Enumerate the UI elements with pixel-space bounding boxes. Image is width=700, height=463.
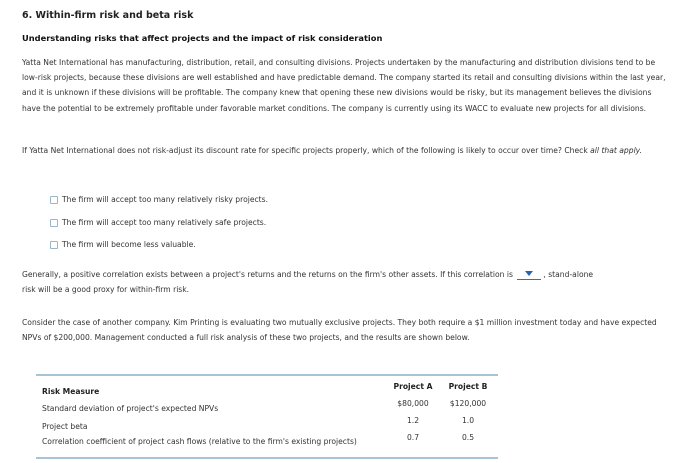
- kim-printing-paragraph: Consider the case of another company. Kim Printing is evaluating two mutually exclusive projects. They both require a $1 million investment today and have expected NPVs of $200,000. Management conducted a full risk analysis of these two projects, and the results are shown below.: [22, 318, 657, 343]
- checkbox[interactable]: [50, 219, 58, 227]
- table-cell-project-b: $120,000: [449, 399, 487, 408]
- page-title: 6. Within-firm risk and beta risk: [22, 10, 194, 21]
- checkbox[interactable]: [50, 196, 58, 204]
- table-cell-project-a: 1.2: [406, 416, 420, 425]
- chevron-down-icon: [525, 271, 533, 276]
- option-label: The firm will become less valuable.: [62, 240, 196, 249]
- option-label: The firm will accept too many relatively risky projects.: [62, 195, 269, 204]
- correlation-statement: [22, 267, 672, 297]
- option-safe-projects[interactable]: [50, 218, 266, 227]
- question-text: If Yatta Net International does not risk-adjust its discount rate for specific projects properly, which of the following is likely to occur over time? Check: [22, 146, 588, 155]
- correlation-text-line2: risk will be a good proxy for within-firm risk.: [22, 285, 190, 295]
- table-header-project-b: Project B: [448, 382, 488, 391]
- table-top-rule: [36, 374, 498, 376]
- table-row-measure: Correlation coefficient of project cash flows (relative to the firm's existing projects): [42, 437, 357, 446]
- table-cell-project-b: 1.0: [461, 416, 475, 425]
- intro-paragraph: Yatta Net International has manufacturing, distribution, retail, and consulting divisions. Projects undertaken by the manufacturing and distribution divisions tend to be low-risk projects, because these divisions are well established and have predictable demand. The company started its retail and consulting divisions within the last year, and it is unknown if these divisions will be profitable. The company knew that opening these new divisions would be risky, but its management believes the divisions have the potential to be extremely profitable under favorable market conditions. The company is currently using its WACC to evaluate new projects for all divisions.: [22, 58, 666, 113]
- table-bottom-rule: [36, 457, 498, 459]
- table-cell-project-b: 0.5: [461, 433, 475, 442]
- table-row-measure: Project beta: [42, 422, 88, 431]
- correlation-text-before: Generally, a positive correlation exists between a project's returns and the returns on the firm's other assets. If this correlation is: [22, 270, 513, 279]
- question-instruction: all that apply.: [590, 146, 642, 155]
- correlation-dropdown[interactable]: [517, 270, 541, 280]
- table-header-project-a: Project A: [393, 382, 433, 391]
- table-cell-project-a: 0.7: [406, 433, 420, 442]
- option-risky-projects[interactable]: [50, 195, 268, 204]
- option-less-valuable[interactable]: [50, 240, 196, 249]
- option-label: The firm will accept too many relatively safe projects.: [62, 218, 267, 227]
- correlation-text-after: , stand-alone: [543, 270, 594, 279]
- table-row-measure: Standard deviation of project's expected NPVs: [42, 404, 219, 413]
- checkbox[interactable]: [50, 241, 58, 249]
- table-cell-project-a: $80,000: [397, 399, 429, 408]
- question-prompt: [22, 143, 672, 158]
- section-subtitle: Understanding risks that affect projects and the impact of risk consideration: [22, 33, 383, 43]
- table-header-risk-measure: Risk Measure: [42, 387, 100, 396]
